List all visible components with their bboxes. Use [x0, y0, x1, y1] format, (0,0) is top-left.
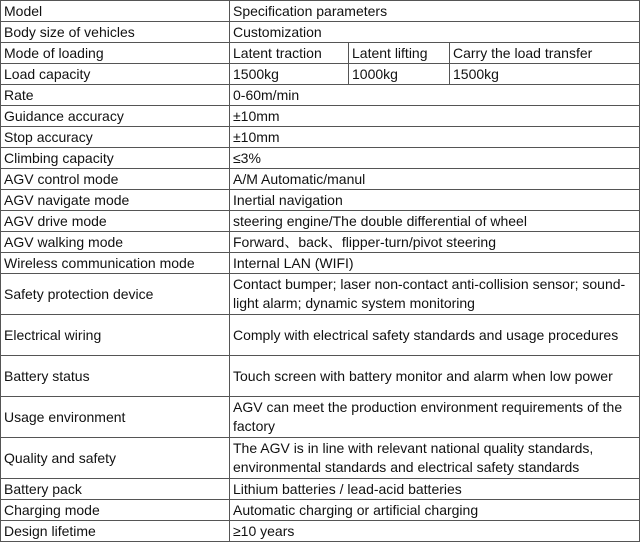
- table-row: [1, 43, 640, 64]
- table-row: [1, 127, 640, 148]
- row-label: Load capacity: [1, 64, 230, 85]
- row-label: Body size of vehicles: [1, 22, 230, 43]
- row-label: Usage environment: [1, 397, 230, 438]
- table-row: [1, 64, 640, 85]
- table-row: [1, 190, 640, 211]
- load-capacity-cell: 1500kg: [450, 64, 640, 85]
- row-value: ≤3%: [230, 148, 640, 169]
- row-value: Internal LAN (WIFI): [230, 253, 640, 274]
- row-label: Climbing capacity: [1, 148, 230, 169]
- row-label: Battery status: [1, 356, 230, 397]
- table-row: [1, 1, 640, 22]
- row-value: Lithium batteries / lead-acid batteries: [230, 479, 640, 500]
- row-label: AGV drive mode: [1, 211, 230, 232]
- row-value: The AGV is in line with relevant national quality standards, environmental standards and electrical safety standards: [230, 438, 640, 479]
- row-value: Specification parameters: [230, 1, 640, 22]
- row-value: ≥10 years: [230, 521, 640, 542]
- table-row: [1, 479, 640, 500]
- loading-mode-cell: Latent traction: [230, 43, 349, 64]
- load-capacity-cell: 1500kg: [230, 64, 349, 85]
- table-row: [1, 211, 640, 232]
- table-row: [1, 500, 640, 521]
- row-value: Contact bumper; laser non-contact anti-collision sensor; sound-light alarm; dynamic system monitoring: [230, 274, 640, 315]
- row-value: A/M Automatic/manul: [230, 169, 640, 190]
- row-value: Customization: [230, 22, 640, 43]
- table-row: [1, 397, 640, 438]
- table-row: [1, 232, 640, 253]
- row-value: ±10mm: [230, 127, 640, 148]
- row-label: Electrical wiring: [1, 315, 230, 356]
- table-row: [1, 356, 640, 397]
- row-value: ±10mm: [230, 106, 640, 127]
- row-label: Battery pack: [1, 479, 230, 500]
- row-label: Quality and safety: [1, 438, 230, 479]
- row-label: Stop accuracy: [1, 127, 230, 148]
- table-row: [1, 85, 640, 106]
- row-label: AGV walking mode: [1, 232, 230, 253]
- row-label: Wireless communication mode: [1, 253, 230, 274]
- loading-mode-cell: Latent lifting: [349, 43, 450, 64]
- row-value: 0-60m/min: [230, 85, 640, 106]
- row-label: Model: [1, 1, 230, 22]
- row-value: Touch screen with battery monitor and alarm when low power: [230, 356, 640, 397]
- row-value: Inertial navigation: [230, 190, 640, 211]
- row-label: Design lifetime: [1, 521, 230, 542]
- table-row: [1, 169, 640, 190]
- loading-mode-cell: Carry the load transfer: [450, 43, 640, 64]
- row-label: Guidance accuracy: [1, 106, 230, 127]
- row-label: AGV control mode: [1, 169, 230, 190]
- table-row: [1, 106, 640, 127]
- table-row: [1, 521, 640, 542]
- table-row: [1, 148, 640, 169]
- row-label: Mode of loading: [1, 43, 230, 64]
- table-row: [1, 438, 640, 479]
- row-label: Rate: [1, 85, 230, 106]
- row-label: Safety protection device: [1, 274, 230, 315]
- row-value: steering engine/The double differential of wheel: [230, 211, 640, 232]
- row-value: Automatic charging or artificial charging: [230, 500, 640, 521]
- row-label: AGV navigate mode: [1, 190, 230, 211]
- row-value: AGV can meet the production environment requirements of the factory: [230, 397, 640, 438]
- row-label: Charging mode: [1, 500, 230, 521]
- row-value: Comply with electrical safety standards and usage procedures: [230, 315, 640, 356]
- table-row: [1, 315, 640, 356]
- table-row: [1, 274, 640, 315]
- table-row: [1, 22, 640, 43]
- load-capacity-cell: 1000kg: [349, 64, 450, 85]
- row-value: Forward、back、flipper-turn/pivot steering: [230, 232, 640, 253]
- table-row: [1, 253, 640, 274]
